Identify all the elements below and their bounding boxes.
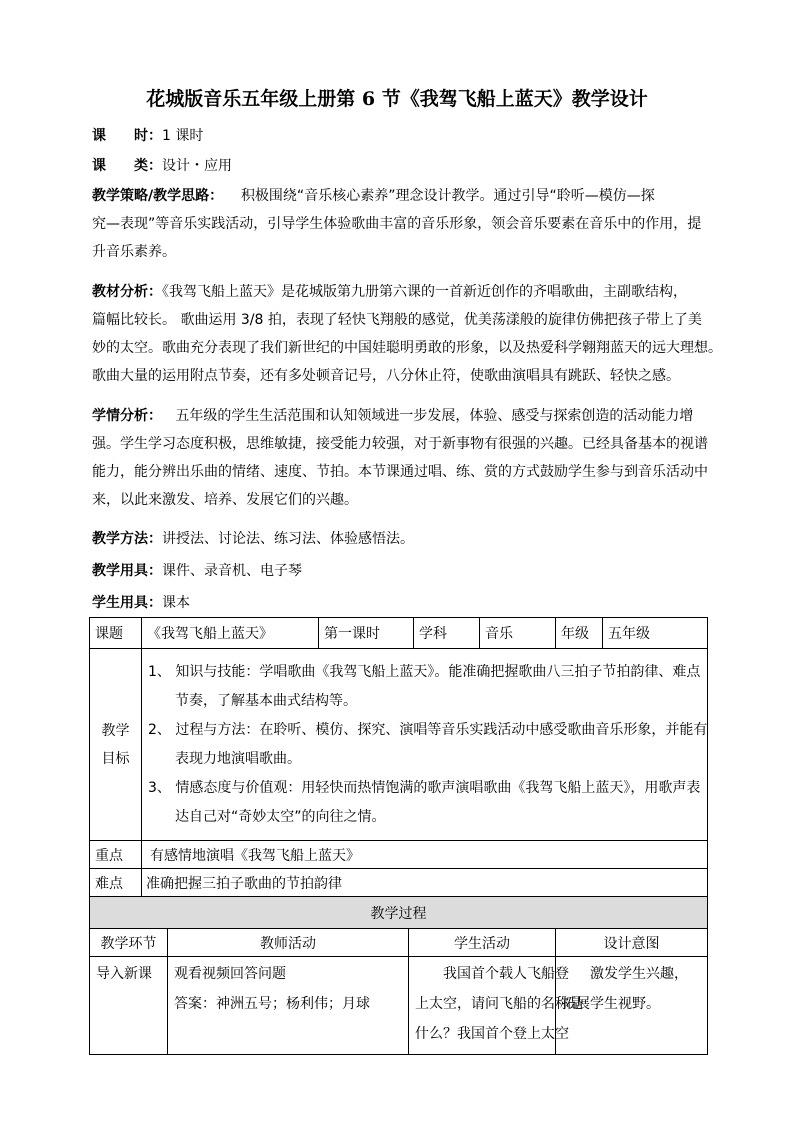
students-label: 学情分析： xyxy=(92,408,162,424)
table-row xyxy=(90,841,708,869)
strategy-line: 升音乐素养。 xyxy=(92,244,176,260)
tools-value: 课件、录音机、电子琴 xyxy=(162,563,302,579)
goal-line: 1、 知识与技能：学唱歌曲《我驾飞船上蓝天》。能准确把握歌曲八三拍子节拍韵律、难点 xyxy=(148,663,701,680)
goal-line: 2、 过程与方法：在聆听、模仿、探究、演唱等音乐实践活动中感受歌曲音乐形象，并能有 xyxy=(148,721,708,738)
lesson-value: 第一课时 xyxy=(319,618,414,649)
col-intent-header: 设计意图 xyxy=(556,929,708,957)
col-student-header: 学生活动 xyxy=(409,929,556,957)
hours-value: 1 课时 xyxy=(162,128,204,144)
row1-student-line: 什么？我国首个登上太空 xyxy=(415,1026,569,1042)
document-title: 花城版音乐五年级上册第 6 节《我驾飞船上蓝天》教学设计 xyxy=(146,88,648,110)
table-row xyxy=(90,929,708,957)
method-line xyxy=(92,529,712,549)
topic-value: 《我驾飞船上蓝天》 xyxy=(142,618,319,649)
table-row xyxy=(90,869,708,897)
table-row xyxy=(90,618,708,649)
hours-label: 课 时： xyxy=(92,128,162,144)
student-tools-value: 课本 xyxy=(162,595,190,611)
material-line: 歌曲大量的运用附点节奏，还有多处顿音记号，八分休止符，使歌曲演唱具有跳跃、轻快之感。 xyxy=(92,368,680,384)
material-line: 《我驾飞船上蓝天》是花城版第九册第六课的一首新近创作的齐唱歌曲，主副歌结构， xyxy=(162,284,687,300)
key-value: 有感情地演唱《我驾飞船上蓝天》 xyxy=(142,841,708,869)
material-paragraph xyxy=(92,278,722,390)
table-row xyxy=(90,957,708,1055)
students-paragraph xyxy=(92,402,706,514)
row1-intent-line: 激发学生兴趣， xyxy=(562,966,688,982)
grade-value: 五年级 xyxy=(603,618,708,649)
row1-stage xyxy=(90,957,168,1055)
strategy-label: 教学策略/教学思路： xyxy=(92,188,224,204)
goal-line: 达自己对“奇妙太空”的向往之情。 xyxy=(175,808,386,825)
material-line: 妙的太空。歌曲充分表现了我们新世纪的中国娃聪明勇敢的形象，以及热爱科学翱翔蓝天的远大理想。 xyxy=(92,340,722,356)
subject-label: 学科 xyxy=(414,618,480,649)
goals-label xyxy=(90,649,142,841)
goal-line: 3、 情感态度与价值观：用轻快而热情饱满的歌声演唱歌曲《我驾飞船上蓝天》，用歌声表 xyxy=(148,779,701,796)
goal-line: 表现力地演唱歌曲。 xyxy=(175,750,301,767)
hours-line xyxy=(92,126,712,146)
students-line: 能力，能分辨出乐曲的情绪、速度、节拍。本节课通过唱、练、赏的方式鼓励学生参与到音乐活动中 xyxy=(92,464,708,480)
subject-value: 音乐 xyxy=(480,618,556,649)
row1-student-line: 上太空，请问飞船的名称是 xyxy=(415,996,583,1012)
process-header: 教学过程 xyxy=(90,897,708,929)
tools-line xyxy=(92,561,712,581)
row1-intent-line: 拓展学生视野。 xyxy=(562,996,660,1012)
method-value: 讲授法、讨论法、练习法、体验感悟法。 xyxy=(162,531,414,547)
table-row xyxy=(90,897,708,929)
material-line: 篇幅比较长。 歌曲运用 3/8 拍，表现了轻快飞翔般的感觉，优美荡漾般的旋律仿佛把孩子带上了美 xyxy=(92,312,702,328)
type-label: 课 类： xyxy=(92,158,162,174)
goal-line: 节奏，了解基本曲式结构等。 xyxy=(175,692,357,709)
goals-label-line: 教学 xyxy=(101,722,130,739)
row1-stage-text: 导入新课 xyxy=(96,966,152,982)
students-line: 来，以此来激发、培养、发展它们的兴趣。 xyxy=(92,492,358,508)
key-label: 重点 xyxy=(90,841,142,869)
type-line xyxy=(92,156,712,176)
strategy-paragraph xyxy=(92,182,706,266)
students-line: 五年级的学生生活范围和认知领域进一步发展，体验、感受与探索创造的活动能力增 xyxy=(175,408,694,424)
strategy-line: 积极围绕“音乐核心素养”理念设计教学。通过引导“聆听—模仿—探 xyxy=(240,188,655,204)
difficulty-label: 难点 xyxy=(90,869,142,897)
student-tools-label: 学生用具： xyxy=(92,595,162,611)
student-tools-line xyxy=(92,593,712,613)
topic-label: 课题 xyxy=(90,618,142,649)
difficulty-value: 准确把握三拍子歌曲的节拍韵律 xyxy=(142,869,708,897)
table-row xyxy=(90,649,708,841)
row1-teacher-line: 观看视频回答问题 xyxy=(174,966,286,982)
lesson-plan-table xyxy=(89,617,708,1055)
row1-student xyxy=(409,957,583,1055)
grade-label: 年级 xyxy=(556,618,603,649)
col-teacher-header: 教师活动 xyxy=(168,929,409,957)
row1-intent xyxy=(556,957,708,1055)
method-label: 教学方法： xyxy=(92,531,162,547)
row1-teacher xyxy=(168,957,409,1055)
col-stage-header: 教学环节 xyxy=(90,929,168,957)
tools-label: 教学用具： xyxy=(92,563,162,579)
students-line: 强。学生学习态度积极，思维敏捷，接受能力较强，对于新事物有很强的兴趣。已经具备基本的视谱 xyxy=(92,436,708,452)
type-value: 设计・应用 xyxy=(162,158,232,174)
row1-student-line: 我国首个载人飞船登 xyxy=(415,966,569,982)
goals-label-line: 目标 xyxy=(101,750,130,767)
material-label: 教材分析： xyxy=(92,284,162,300)
row1-teacher-line: 答案：神洲五号；杨利伟；月球 xyxy=(174,996,370,1012)
strategy-line: 究—表现”等音乐实践活动，引导学生体验歌曲丰富的音乐形象，领会音乐要素在音乐中的作用，提 xyxy=(92,216,702,232)
goals-content xyxy=(142,649,708,841)
